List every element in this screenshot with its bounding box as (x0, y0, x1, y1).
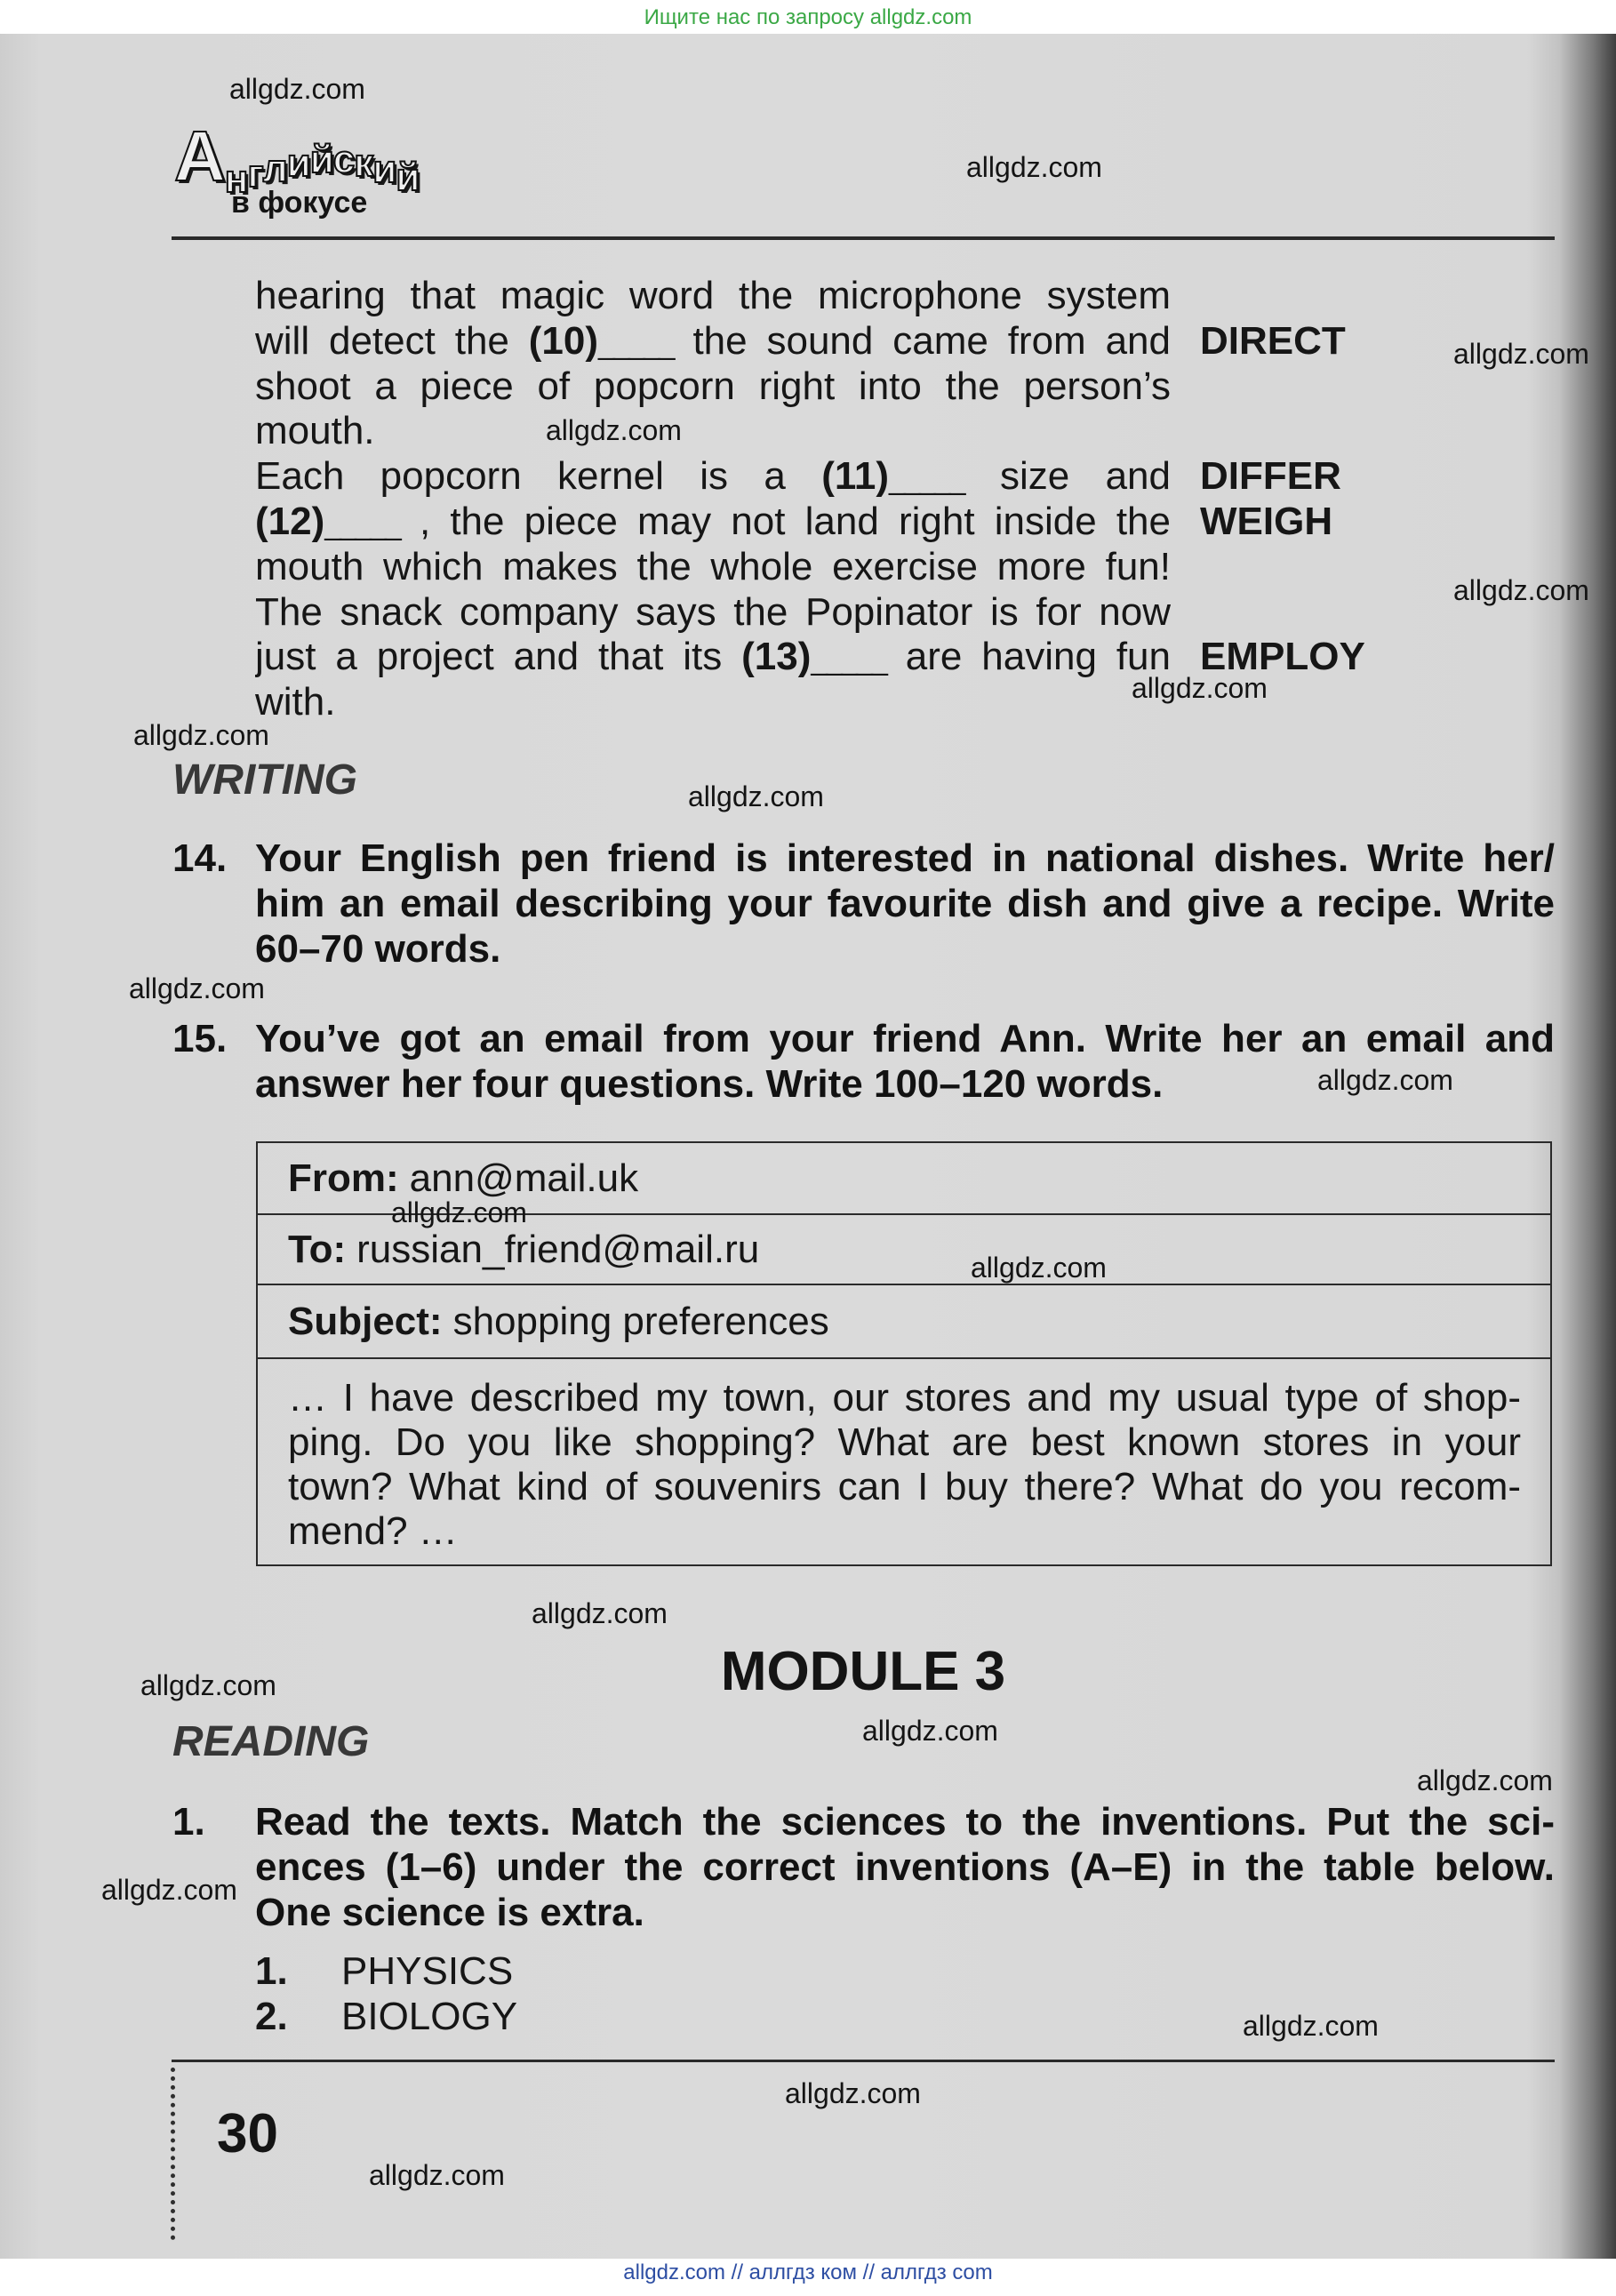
reading-task-1 (172, 1799, 1555, 1935)
gap-number: (13) (741, 635, 812, 679)
passage-line (255, 590, 1420, 636)
list-item (255, 1994, 788, 2039)
passage-text: hearing that magic word the microphone system (255, 274, 1171, 317)
email-body (258, 1359, 1550, 1564)
passage-line (255, 319, 1420, 364)
header-rule (172, 236, 1555, 240)
task-number: 14. (172, 836, 228, 880)
passage-line (255, 454, 1420, 500)
email-body-line: … I have described my town, our stores and my usual type of shop- (288, 1376, 1521, 1420)
email-body-line: town? What kind of souvenirs can I buy there? What do you recom- (288, 1465, 1521, 1508)
passage-text (255, 319, 1171, 364)
task-line: You’ve got an email from your friend Ann. Write her an email and (255, 1017, 1555, 1060)
watermark: allgdz.com (369, 2159, 505, 2191)
page-number: 30 (217, 2103, 278, 2164)
passage-line (255, 500, 1420, 545)
watermark: allgdz.com (1132, 672, 1268, 704)
logo-letter: л (262, 147, 288, 190)
sciences-list (255, 1948, 788, 2039)
logo-letter: й (396, 156, 420, 199)
writing-task-14 (172, 836, 1555, 972)
watermark: allgdz.com (688, 780, 824, 812)
logo-letter: н (224, 157, 249, 201)
passage-line (255, 274, 1420, 319)
watermark: allgdz.com (133, 719, 269, 751)
watermark: allgdz.com (140, 1669, 276, 1701)
passage-text-before: Each popcorn kernel is a (255, 454, 822, 499)
task-line: him an email describing your favourite dish and give a recipe. Write (255, 882, 1555, 925)
task-line: Read the texts. Match the sciences to the inventions. Put the sci- (255, 1800, 1555, 1844)
task-number: 1. (172, 1800, 205, 1844)
list-item-number: 2. (255, 1995, 288, 2038)
gap-blank: _____ (811, 643, 886, 677)
logo-letter: и (286, 141, 311, 185)
watermark: allgdz.com (1453, 574, 1589, 606)
dotted-margin-line (171, 2068, 175, 2240)
task-instructions (255, 1799, 1555, 1935)
series-logo (174, 117, 444, 222)
passage-text: mouth. (255, 409, 375, 453)
reading-passage-continuation (255, 274, 1420, 725)
passage-text (255, 500, 1171, 545)
logo-letter: А (174, 116, 226, 196)
watermark: allgdz.com (1453, 338, 1589, 370)
passage-text: with. (255, 680, 336, 724)
logo-letter: к (354, 141, 374, 185)
gap-number: (11) (821, 454, 890, 499)
task-number: 15. (172, 1017, 228, 1060)
email-body-line: ping. Do you like shopping? What are best known stores in your (288, 1420, 1521, 1464)
watermark: allgdz.com (966, 151, 1102, 183)
watermark: allgdz.com (1317, 1064, 1453, 1096)
list-item-label: BIOLOGY (341, 1995, 518, 2038)
gap-blank: _____ (324, 507, 400, 541)
passage-text (255, 454, 1171, 500)
task-line: 60–70 words. (255, 927, 501, 971)
section-heading-reading: READING (172, 1718, 370, 1765)
watermark: allgdz.com (971, 1252, 1107, 1284)
passage-text-after: the sound came from and (673, 318, 1171, 363)
watermark: allgdz.com (546, 414, 682, 446)
watermark: allgdz.com (785, 2077, 921, 2109)
passage-text (255, 635, 1171, 680)
module-title: MODULE 3 (720, 1641, 1006, 1702)
email-to-label: To: (288, 1227, 347, 1271)
logo-letter: и (372, 148, 397, 191)
word-formation-keyword: DIRECT (1200, 318, 1346, 363)
email-subject-value: shopping preferences (452, 1299, 829, 1343)
logo-letter: г (247, 152, 264, 196)
watermark: allgdz.com (129, 972, 265, 1004)
passage-text-after: size and (964, 454, 1171, 499)
section-heading-writing: WRITING (172, 756, 357, 804)
task-line: ences (1–6) under the correct inventions (A–E) in the table below. (255, 1845, 1555, 1889)
passage-text-after: , the piece may not land right inside the (399, 499, 1171, 543)
list-item (255, 1948, 788, 1994)
gap-number: (12) (255, 499, 325, 543)
top-banner: Ищите нас по запросу allgdz.com (644, 5, 972, 29)
word-formation-keyword: WEIGH (1200, 499, 1333, 543)
list-item-number: 1. (255, 1949, 288, 1993)
logo-letter: с (332, 138, 356, 181)
passage-text: shoot a piece of popcorn right into the person’s (255, 364, 1171, 408)
email-body-line: mend? … (288, 1509, 458, 1553)
passage-text-before: will detect the (255, 318, 529, 363)
passage-line (255, 364, 1420, 410)
email-subject-label: Subject: (288, 1299, 443, 1343)
passage-text: The snack company says the Popinator is for now (255, 589, 1171, 634)
gap-number: (10) (528, 318, 599, 363)
logo-subtitle: в фокусе (231, 186, 368, 220)
watermark: allgdz.com (391, 1196, 527, 1228)
watermark: allgdz.com (532, 1597, 668, 1629)
word-formation-keyword: DIFFER (1200, 454, 1341, 499)
task-line: Your English pen friend is interested in national dishes. Write her/ (255, 836, 1555, 880)
footer-links: allgdz.com // аллгдз ком // аллгдз com (623, 2260, 993, 2284)
list-item-label: PHYSICS (341, 1949, 514, 1993)
watermark: allgdz.com (1243, 2010, 1379, 2042)
passage-line (255, 409, 1420, 454)
passage-text-after: are having fun (885, 635, 1171, 679)
passage-text: mouth which makes the whole exercise more fun! (255, 544, 1171, 588)
footer-rule (172, 2060, 1555, 2062)
task-line: One science is extra. (255, 1891, 644, 1934)
passage-line (255, 545, 1420, 590)
watermark: allgdz.com (101, 1874, 237, 1906)
email-subject-row (258, 1285, 1550, 1359)
task-instructions (255, 836, 1555, 972)
watermark: allgdz.com (1417, 1764, 1553, 1796)
gap-blank: _____ (889, 462, 964, 497)
email-from-label: From: (288, 1156, 399, 1200)
passage-text-before: just a project and that its (255, 635, 742, 679)
logo-letter: й (309, 138, 334, 181)
logo-title (174, 116, 444, 201)
word-formation-keyword: EMPLOY (1200, 635, 1365, 679)
watermark: allgdz.com (862, 1715, 998, 1747)
task-line: answer her four questions. Write 100–120 words. (255, 1062, 1164, 1106)
email-to-value: russian_friend@mail.ru (356, 1227, 760, 1271)
gap-blank: _____ (598, 326, 674, 361)
watermark: allgdz.com (229, 73, 365, 105)
email-from-value: ann@mail.uk (409, 1156, 639, 1200)
